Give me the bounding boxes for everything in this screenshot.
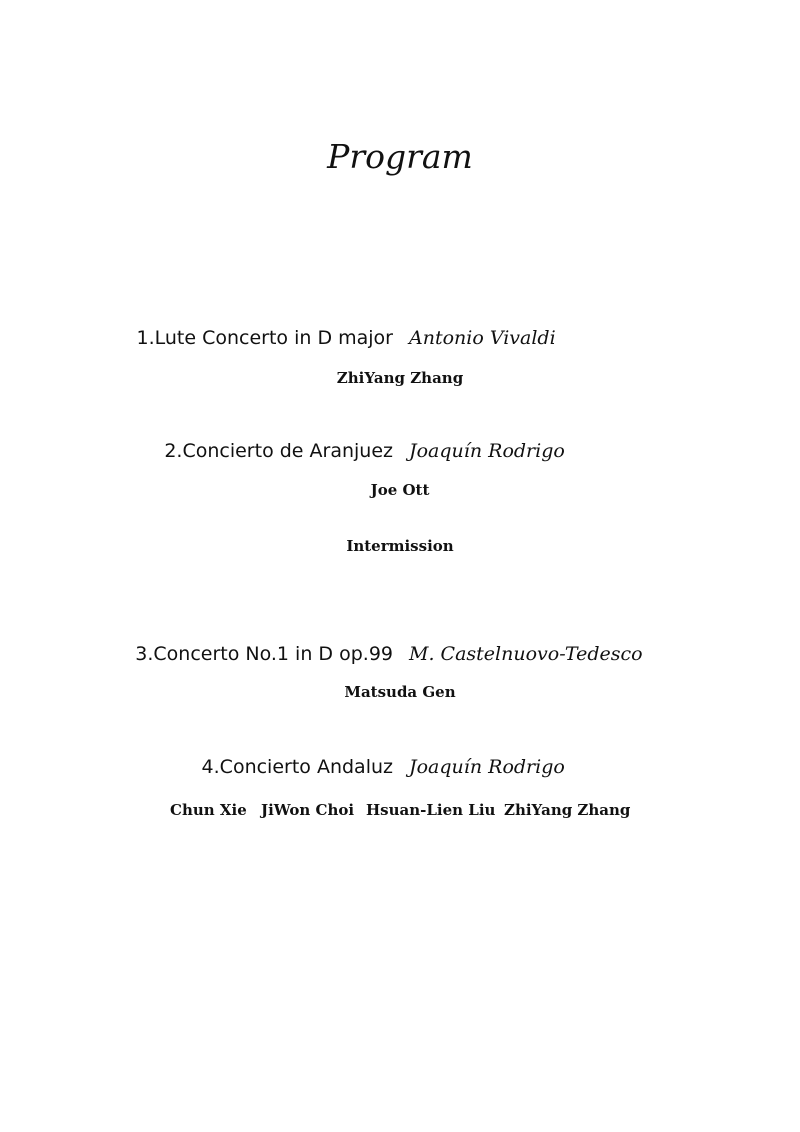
performer-name: Matsuda Gen — [344, 683, 456, 701]
program-item-3 — [0, 637, 800, 671]
composer-name: Antonio Vivaldi — [409, 327, 556, 349]
performer-name: Chun Xie — [170, 801, 247, 819]
composer-name: Joaquín Rodrigo — [409, 756, 565, 778]
performer-name: Hsuan-Lien Liu — [366, 801, 496, 819]
piece-title: 4.Concierto Andaluz — [201, 756, 393, 778]
program-item-4 — [0, 750, 800, 784]
performer-name: Joe Ott — [370, 481, 430, 499]
composer-name: M. Castelnuovo-Tedesco — [409, 643, 643, 665]
piece-title: 1.Lute Concerto in D major — [136, 327, 393, 349]
intermission-label: Intermission — [346, 537, 454, 555]
piece-title: 3.Concerto No.1 in D op.99 — [135, 643, 393, 665]
piece-title: 2.Concierto de Aranjuez — [164, 440, 393, 462]
composer-name: Joaquín Rodrigo — [409, 440, 565, 462]
performer-name: JiWon Choi — [261, 801, 355, 819]
page-title: Program — [327, 137, 473, 176]
performer-name: ZhiYang Zhang — [336, 369, 464, 387]
performer-name: ZhiYang Zhang — [504, 801, 631, 819]
program-item-2 — [0, 434, 800, 468]
program-item-1 — [0, 321, 800, 355]
